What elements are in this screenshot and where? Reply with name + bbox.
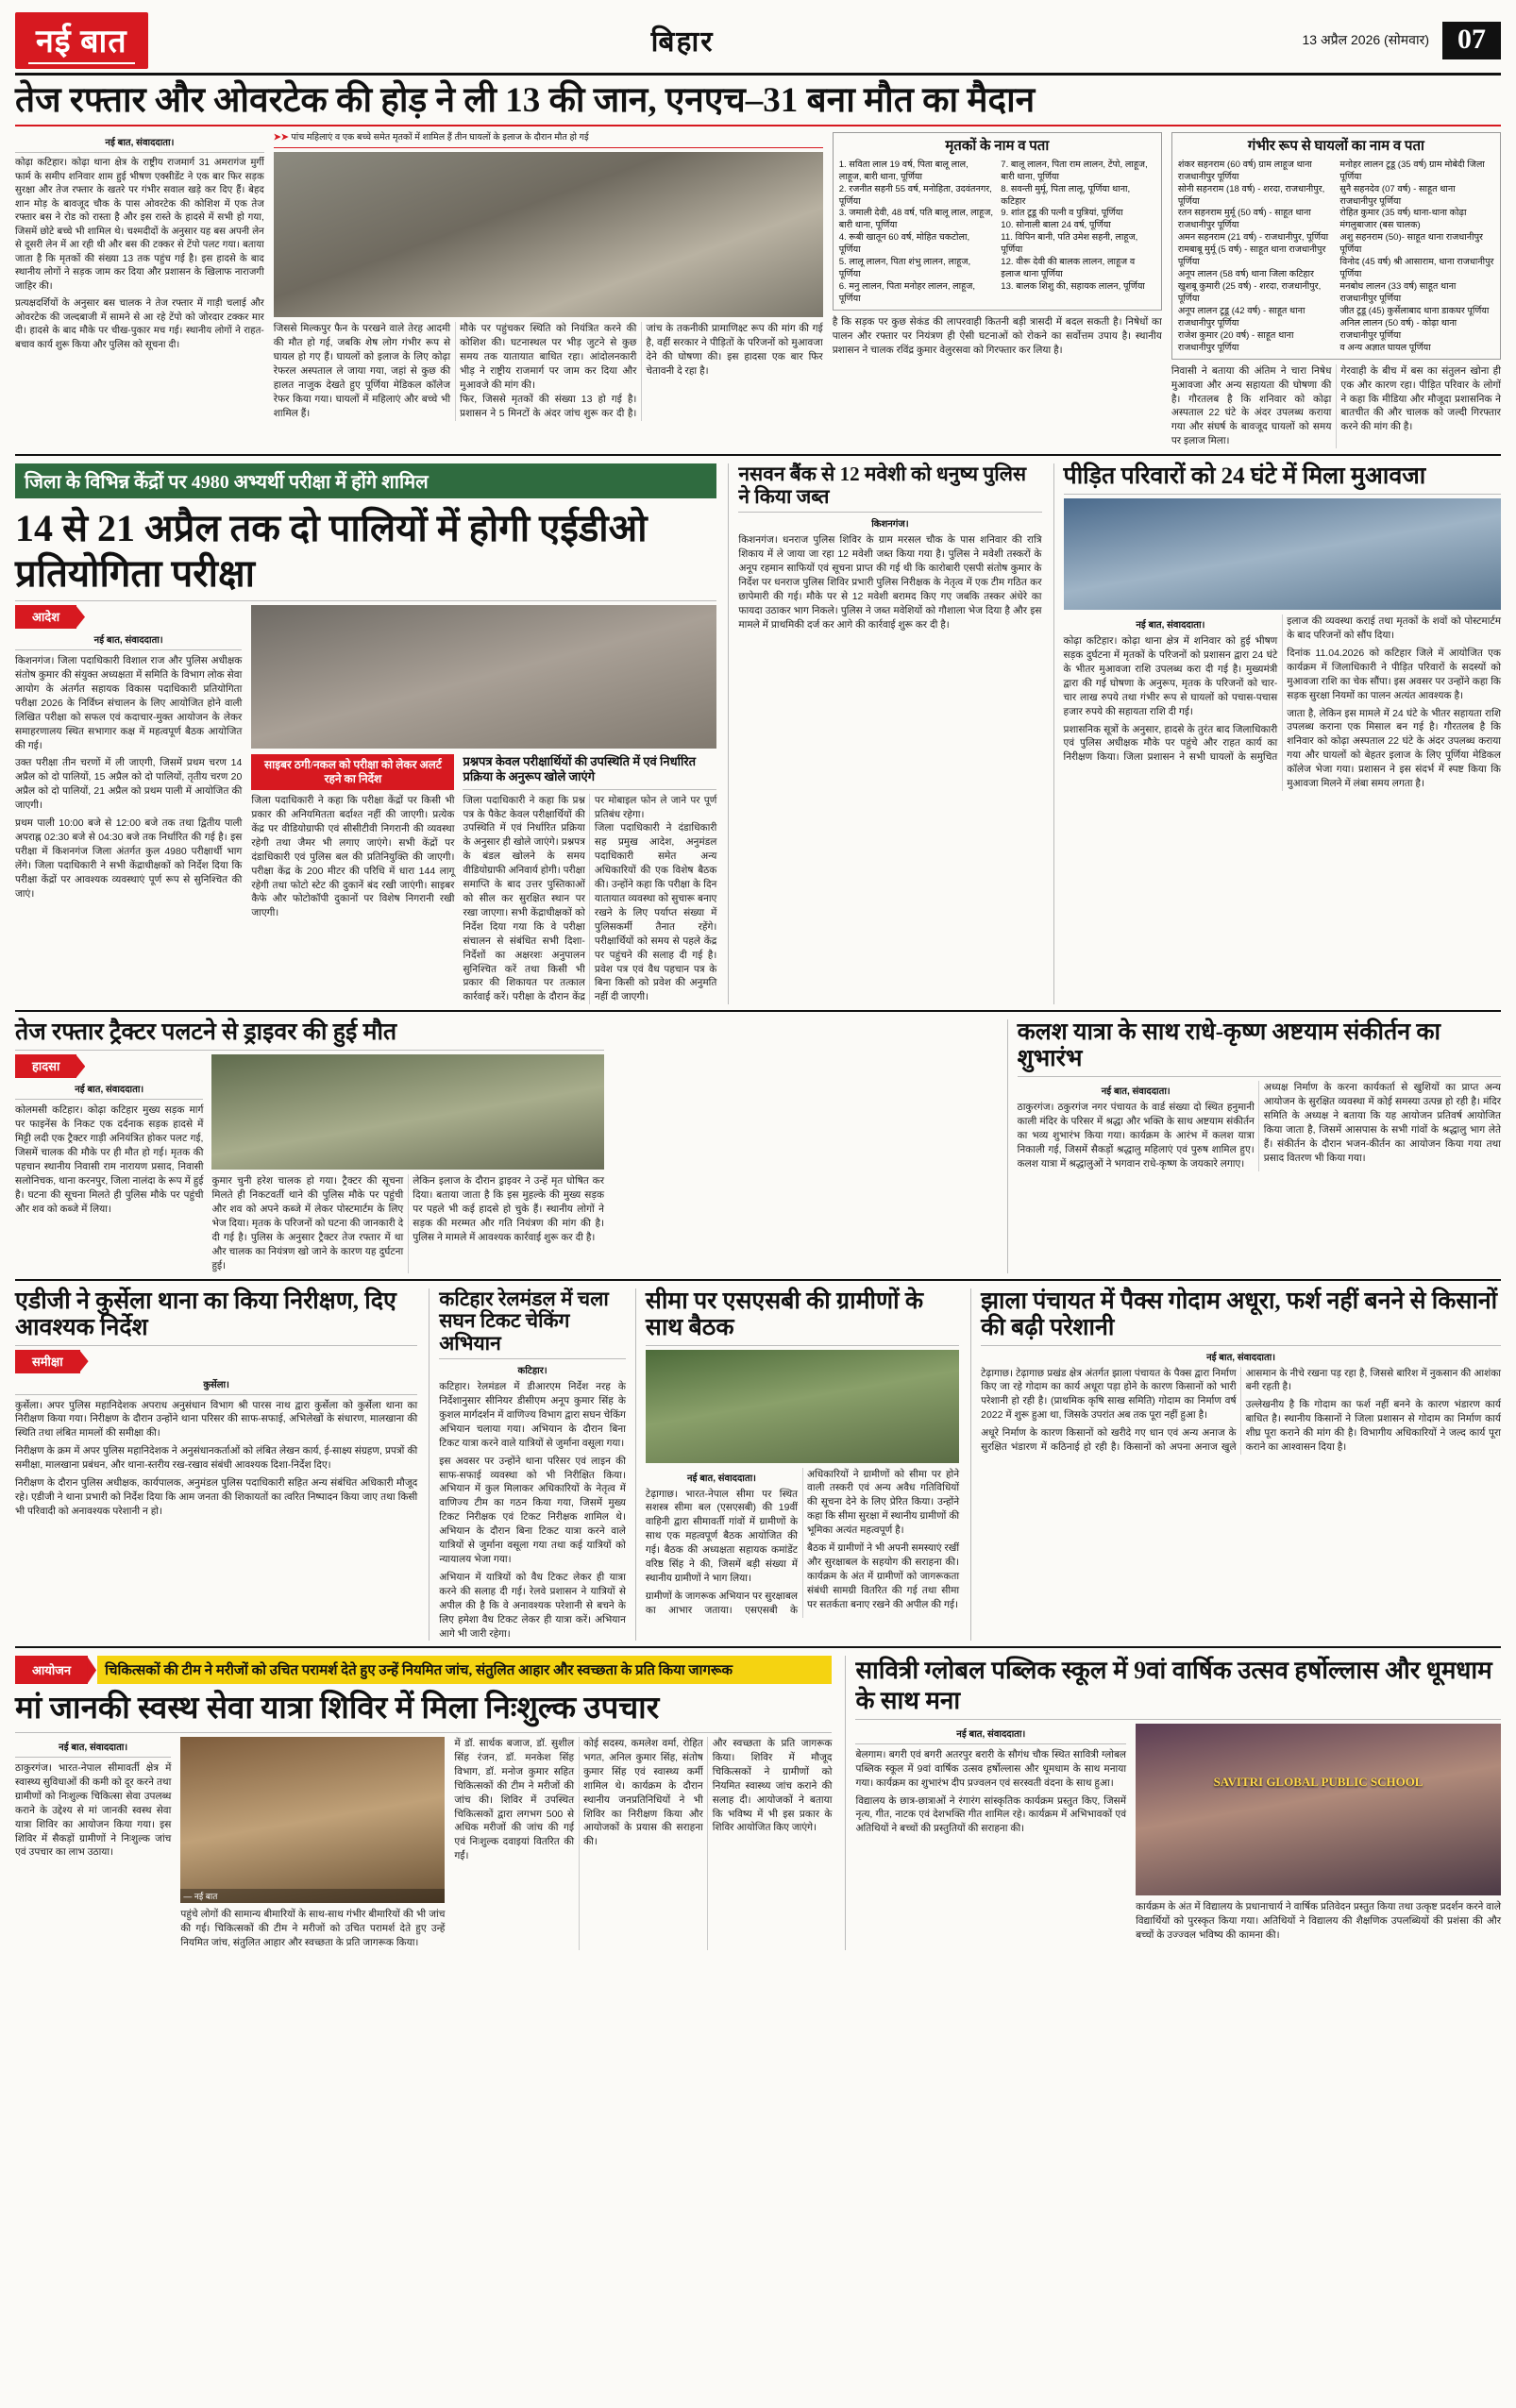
list-item: अशु सहनराम (50)- साहूत थाना राजधानीपुर पूर्णिया xyxy=(1339,232,1483,256)
camp-banner-row xyxy=(15,1656,832,1684)
injured-box xyxy=(1171,132,1501,359)
camp-body xyxy=(15,1737,832,1950)
lead-text-col-4: निवासी ने बताया की अंतिम ने चारा निषेध मुआवजा और अन्य सहायता की घोषणा की है। गौरतलब है कि शनिवार को कोढ़ा अस्पताल 22 घंटे के अंदर उपलब्ध कराया गया और संघर्ष के बावजूद घायलों को समय पर इलाज मिला। xyxy=(1171,364,1332,447)
tractor-upper xyxy=(15,1054,604,1272)
list-item: व अन्य अज्ञात घायल पूर्णिया xyxy=(1339,342,1431,353)
compensation-text-2: प्रशासनिक सूत्रों के अनुसार, हादसे के तुरंत बाद जिलाधिकारी एवं पुलिस अधीक्षक मौके पर पहुंचे और राहत कार्य का निरीक्षण किया। जिला प्रशासन ने सभी घायलों के समुचित इलाज की व्यवस्था कराई तथा मृतकों के शवों को पोस्टमार्टम के बाद परिजनों को सौंप दिया। xyxy=(1063,615,1501,764)
publication-date: 13 अप्रैल 2026 (सोमवार) xyxy=(1302,32,1429,47)
section-four xyxy=(15,1288,1501,1642)
victims-list xyxy=(839,160,1155,306)
exam-tag: आदेश xyxy=(15,605,76,629)
exam-text-3: प्रथम पाली 10:00 बजे से 12:00 बजे तक तथा द्वितीय पाली अपराह्न 02:30 बजे से 04:30 बजे तक निर्धारित की गई है। इस परीक्षा में किशनगंज जिला अंतर्गत कुल 4980 परीक्षार्थी भाग लेंगे। जिला पदाधिकारी ने सभी केंद्राधीक्षकों को निर्देश दिया कि परीक्षा केंद्रों पर आवश्यक व्यवस्थाएं पूर्ण रूप से सुनिश्चित की जाएं। xyxy=(15,817,243,900)
school-byline: नई बात, संवाददाता। xyxy=(956,1728,1026,1740)
compensation-headline: पीड़ित परिवारों को 24 घंटे में मिला मुआवजा xyxy=(1063,463,1426,490)
section-five xyxy=(15,1656,1501,1949)
lead-bullet-note xyxy=(274,132,823,148)
camp-story xyxy=(15,1656,832,1949)
railway-ssb-grid xyxy=(439,1288,959,1642)
tractor-text-1: कोलमसी कटिहार। कोढ़ा कटिहार मुख्य सड़क मार्ग पर फाइनेंस के निकट एक दर्दनाक सड़क हादसे में मिट्टी लदी एक ट्रैक्टर गाड़ी अनियंत्रित होकर पलट गई, जिसमें चालक की मौके पर ही मौत हो गई। मृतक की पहचान स्थानीय निवासी राम नारायण प्रसाद, निवासी सलोनिचक, थाना करनपुर, जिला नालंदा के रूप में हुई है। घटना की सूचना मिलते ही पुलिस मौके पर पहुंची और शव को कब्जे में लिया। xyxy=(15,1104,204,1215)
ssb-text-1: टेढ़ागाछ। भारत-नेपाल सीमा पर स्थित सशस्त्र सीमा बल (एसएसबी) की 19वीं वाहिनी द्वारा सीमावर्ती गांवों में ग्रामीणों के साथ एक महत्वपूर्ण बैठक आयोजित की गई। बैठक की अध्यक्षता सहायक कमांडेंट वरिष्ठ सिंह ने की, जिसमें बड़ी संख्या में स्थानीय ग्रामीणों ने भाग लिया। xyxy=(645,1488,799,1584)
ssb-byline: नई बात, संवाददाता। xyxy=(686,1473,756,1484)
radha-story xyxy=(1007,1019,1501,1272)
list-item: 12. वीरू देवी की बालक लालन, लाहूज व इलाज थाना पूर्णिया xyxy=(1001,257,1136,280)
radha-byline: नई बात, संवाददाता। xyxy=(1101,1086,1171,1098)
list-item: मनोहर लालन टूडू (35 वर्ष) ग्राम मोबेदी जिला पूर्णिया xyxy=(1339,159,1485,182)
exam-headline: 14 से 21 अप्रैल तक दो पालियों में होगी एईडीओ प्रतियोगिता परीक्षा xyxy=(15,507,648,596)
godown-story xyxy=(970,1288,1501,1642)
school-text-3: कार्यक्रम के अंत में विद्यालय के प्रधानाचार्य ने वार्षिक प्रतिवेदन प्रस्तुत किया तथा उत्कृष्ट प्रदर्शन करने वाले विद्यार्थियों को पुरस्कृत किया गया। अतिथियों ने विद्यालय की शैक्षणिक उपलब्धियों की प्रशंसा की और बच्चों के उज्ज्वल भविष्य की कामना की। xyxy=(1136,1900,1501,1941)
tractor-right xyxy=(211,1054,604,1272)
list-item: 6. मनु लालन, पिता मनोहर लालन, लाहूज, पूर्णिया xyxy=(838,281,976,304)
godown-headline: झाला पंचायत में पैक्स गोदाम अधूरा, फर्श नहीं बनने से किसानों की बढ़ी परेशानी xyxy=(981,1288,1498,1340)
compensation-photo xyxy=(1064,498,1502,610)
exam-boxes xyxy=(251,754,716,1004)
section-exam xyxy=(15,463,1501,1004)
exam-box-2-text: जिला पदाधिकारी ने कहा कि प्रश्न पत्र के पैकेट केवल परीक्षार्थियों की उपस्थिति में एवं निर्धारित प्रक्रिया के अनुसार ही खोले जाएंगे। प्रश्नपत्र के बंडल खोलने के समय वीडियोग्राफी अनिवार्य होगी। परीक्षा समाप्ति के बाद उत्तर पुस्तिकाओं को सील कर सुरक्षित स्थान पर रखा जाएगा। सभी केंद्राधीक्षकों को निर्देश दिया गया कि वे परीक्षा संचालन से संबंधित सभी दिशा-निर्देशों का अक्षरशः अनुपालन सुनिश्चित करें तथा किसी भी प्रकार की शिकायत पर तत्काल कार्रवाई करें। परीक्षा के दौरान केंद्र पर मोबाइल फोन ले जाने पर पूर्ण प्रतिबंध रहेगा। xyxy=(463,794,717,1003)
radha-cols xyxy=(1018,1081,1501,1171)
camp-text-2: पहुंचे लोगों की सामान्य बीमारियों के साथ-साथ गंभीर बीमारियों की भी जांच की गई। चिकित्सकों की टीम ने मरीजों को उचित परामर्श देते हुए उन्हें नियमित जांच, संतुलित आहार और स्वच्छता के प्रति जागरूक किया। xyxy=(180,1909,446,1948)
school-headline: सावित्री ग्लोबल पब्लिक स्कूल में 9वां वार्षिक उत्सव हर्षोल्लास और धूमधाम के साथ मना xyxy=(855,1657,1492,1714)
railway-ssb-wrap xyxy=(429,1288,959,1642)
school-photo xyxy=(1136,1724,1501,1895)
adg-byline: कुर्सेला। xyxy=(203,1379,229,1390)
exam-box-2-title: प्रश्नपत्र केवल परीक्षार्थियों की उपस्थिति में एवं निर्धारित प्रक्रिया के अनुरूप खोले जाएंगे xyxy=(463,754,697,784)
lead-text-3: प्रत्यक्षदर्शियों के अनुसार बस चालक ने तेज रफ्तार में गाड़ी चलाई और ओवरटेक की जल्दबाजी में सामने से आ रहे टेंपो को जोरदार टक्कर मार दी। हादसे के बाद मौके पर चीख-पुकार मच गई। स्थानीय लोगों ने राहत-बचाव कार्य शुरू किया और पुलिस को सूचना दी। xyxy=(15,298,264,350)
railway-text-1: कटिहार। रेलमंडल में डीआरएम निर्देश नरह के निर्देशानुसार सीनियर डीसीएम अनूप कुमार सिंह के कुशल मार्गदर्शन में वाणिज्य विभाग द्वारा सघन चेकिंग अभियान चलाया गया। अभियान के दौरान बिना टिकट यात्रा करने वाले यात्रियों से जुर्माना वसूला गया। xyxy=(439,1381,626,1449)
list-item: 13. बालक शिशु की, सहायक लालन, पूर्णिया xyxy=(1001,281,1145,293)
lead-story xyxy=(15,81,1501,448)
compensation-cols xyxy=(1064,615,1502,791)
bank-headline: नसवन बैंक से 12 मवेशी को धनुष्य पुलिस ने किया जब्त xyxy=(738,463,1027,508)
list-item: रतन सहनराम मुर्मू (50 वर्ष) - साहूत थाना राजधानीपुर पूर्णिया xyxy=(1177,208,1311,231)
compensation-text-1: कोढ़ा कटिहार। कोढ़ा थाना क्षेत्र में शनिवार को हुई भीषण सड़क दुर्घटना में मृतकों के परिजनों को प्रशासन द्वारा 24 घंटे के भीतर मुआवजा राशि उपलब्ध करा दी गई है। मुख्यमंत्री द्वारा की गई घोषणा के अनुरूप, मृतक के परिजनों को चार-चार लाख रुपये तथा गंभीर रूप से घायलों को पचास-पचास हजार रुपये की सहायता राशि दी गई। xyxy=(1063,635,1278,717)
compensation-text-3: दिनांक 11.04.2026 को कटिहार जिले में आयोजित एक कार्यक्रम में जिलाधिकारी ने पीड़ित परिवारों के सदस्यों को मुआवजा राशि का चेक सौंपा। इस अवसर पर उन्होंने कहा कि सड़क सुरक्षा नियमों का पालन अत्यंत आवश्यक है। xyxy=(1287,647,1501,701)
adg-story xyxy=(15,1288,417,1642)
list-item: 3. जमाली देवी, 48 वर्ष, पति बालू लाल, लाहूज, बारी थाना, पूर्णिया xyxy=(838,208,994,231)
godown-text-1: टेढ़ागाछ। टेढ़ागाछ प्रखंड क्षेत्र अंतर्गत झाला पंचायत के पैक्स द्वारा निर्माण किए जा रहे गोदाम का कार्य अधूरा पड़ा होने के कारण किसानों को भारी परेशानी हो रही है। (प्राथमिक कृषि साख समिति) गोदाम का निर्माण वर्ष 2022 में शुरू हुआ था, जिसके उपरांत अब तक पूरा नहीं हुआ है। xyxy=(981,1367,1237,1422)
edition-name: बिहार xyxy=(650,26,715,58)
ssb-photo xyxy=(646,1350,959,1463)
list-item: अनूप लालन टूडू (42 वर्ष) - साहूत थाना राजधानीपुर पूर्णिया xyxy=(1177,305,1305,328)
list-item: जीत टूडू (45) कुर्सेलाबाद थाना डाकघर पूर्णिया xyxy=(1339,305,1490,316)
exam-box-1 xyxy=(251,754,454,1004)
lead-headline: तेज रफ्तार और ओवरटेक की होड़ ने ली 13 की जान, एनएच–31 बना मौत का मैदान xyxy=(15,81,1036,120)
adg-tag: समीक्षा xyxy=(15,1350,80,1373)
adg-text-3: निरीक्षण के दौरान पुलिस अधीक्षक, कार्यपालक, अनुमंडल पुलिस पदाधिकारी सहित अन्य संबंधित अधिकारी मौजूद रहे। एडीजी ने थाना प्रभारी को निर्देश दिया कि आम जनता की शिकायतों का त्वरित निष्पादन किया जाए तथा किसी भी परिवादी को अनावश्यक परेशानी न हो। xyxy=(15,1477,418,1517)
camp-tag: आयोजन xyxy=(15,1656,88,1684)
school-text-2: विद्यालय के छात्र-छात्राओं ने रंगारंग सांस्कृतिक कार्यक्रम प्रस्तुत किए, जिसमें नृत्य, गीत, नाटक एवं देशभक्ति गीत शामिल रहे। कार्यक्रम में अभिभावकों एवं अतिथियों ने बच्चों की प्रस्तुतियों की सराहना की। xyxy=(855,1794,1127,1835)
school-text-1: बेलगाम। बगरी एवं बगरी अतरपुर बरारी के सौगंध चौक स्थित सावित्री ग्लोबल पब्लिक स्कूल में 9वां वार्षिक उत्सव हर्षोल्लास और धूमधाम के साथ मनाया गया। कार्यक्रम का शुभारंभ दीप प्रज्वलन एवं सरस्वती वंदना के साथ हुआ। xyxy=(855,1748,1127,1789)
list-item: रोहित कुमार (35 वर्ष) थाना-थाना कोढ़ा मंगलुबाजार (बस चालक) xyxy=(1339,208,1467,231)
ssb-story xyxy=(635,1288,959,1642)
list-item: सुनै सहनदेव (07 वर्ष) - साहूत थाना राजधानीपुर पूर्णिया xyxy=(1339,183,1456,207)
camp-text-1: ठाकुरगंज। भारत-नेपाल सीमावर्ती क्षेत्र में स्वास्थ्य सुविधाओं की कमी को दूर करने तथा ग्रामीणों को निःशुल्क चिकित्सा सेवा उपलब्ध कराने के उद्देश्य से मां जानकी स्वस्थ सेवा यात्रा शिविर का आयोजन किया गया। इस शिविर में सैकड़ों ग्रामीणों ने निःशुल्क जांच एवं उपचार का लाभ उठाया। xyxy=(15,1762,172,1859)
exam-box-2 xyxy=(463,754,716,1004)
lead-col-3 xyxy=(833,132,1162,448)
adg-headline: एडीजी ने कुर्सेला थाना का किया निरीक्षण, दिए आवश्यक निर्देश xyxy=(15,1288,396,1340)
radha-text-2: अध्यक्ष निर्माण के करना कार्यकर्ता से खुशियों का प्राप्त अन्य आयोजन के सुरक्षित व्यवस्था में कोई समस्या उत्पन्न हो रही है। मंदिर समिति के अध्यक्ष ने बताया कि यह आयोजन प्रतिवर्ष आयोजित किया जाता है, जिसमें आसपास के सभी गांवों के श्रद्धालु भाग लेते हैं। संकीर्तन के दौरान भजन-कीर्तन का आयोजन किया गया तथा प्रसाद वितरण भी किया गया। xyxy=(1263,1082,1501,1164)
radha-headline: कलश यात्रा के साथ राधे-कृष्ण अष्टयाम संकीर्तन का शुभारंभ xyxy=(1017,1019,1441,1072)
railway-headline: कटिहार रेलमंडल में चला सघन टिकट चेकिंग अभियान xyxy=(439,1287,609,1355)
tractor-text-2: कुमार चुनी हरेश चालक हो गया। ट्रैक्टर की सूचना मिलते ही निकटवर्ती थाने की पुलिस मौके पर पहुंची और शव को अपने कब्जे में लेकर पोस्टमार्टम के लिए भेज दिया। मृतक के परिजनों को घटना की जानकारी दे दी गई है। पुलिस के अनुसार ट्रैक्टर तेज रफ्तार में था और चालक का नियंत्रण खो जाने के कारण यह दुर्घटना हुई। xyxy=(211,1175,404,1271)
exam-photo xyxy=(251,605,716,749)
list-item: अमन सहनराम (21 वर्ष) - राजधानीपुर, पूर्णिया xyxy=(1177,232,1329,244)
tractor-tag: हादसा xyxy=(15,1054,76,1078)
page-number: 07 xyxy=(1442,22,1501,59)
exam-byline: नई बात, संवाददाता। xyxy=(93,635,163,647)
adg-text-1: कुर्सेला। अपर पुलिस महानिदेशक अपराध अनुसंधान विभाग श्री पारस नाथ द्वारा कुर्सेला को कुर्सेला थाना का निरीक्षण किया गया। निरीक्षण के दौरान उन्होंने थाना परिसर की साफ-सफाई, अभिलेखों के संधारण, मालखाना की स्थिति तथा लंबित मामलों की समीक्षा की। xyxy=(15,1399,418,1440)
lead-text-col-1: मौके पर पहुंचकर स्थिति को नियंत्रित करने की कोशिश की। घटनास्थल पर भीड़ जुटने से कुछ समय तक यातायात बाधित रहा। आंदोलनकारी भीड़ ने राष्ट्रीय राजमार्ग पर जाम कर दिया और मुआवजे की मांग की। xyxy=(460,323,637,391)
bank-text: किशनगंज। धनराज पुलिस शिविर के ग्राम मरसल चौक के पास शनिवार की रात्रि शिकाय में ले जाया जा रहा 12 मवेशी जब्त किया गया है। पुलिस ने मवेशी तस्करों के अनूप रहमान साफियों एवं सूचना प्राप्त की गई थी कि कारोबारी एसपी संतोष कुमार के निर्देश पर धनराज पुलिस शिविर प्रभारी पुलिस निरीक्षक के नेतृत्व में एक टीम गठित कर छापेमारी की गई। मौके पर से 12 मवेशी बरामद किए गए जबकि तस्कर अंधेरे का फायदा उठाकर भाग निकले। पुलिस ने जब्त मवेशियों को गौशाला भेज दिया है और इस मामले में प्राथमिकी दर्ज कर आगे की कार्रवाई शुरू कर दी है। xyxy=(738,534,1042,631)
lead-text-col-3: है कि सड़क पर कुछ सेकंड की लापरवाही कितनी बड़ी त्रासदी में बदल सकती है। निषेधों का पालन और रफ्तार पर नियंत्रण ही ऐसी घटनाओं को रोकने का सर्वोत्तम उपाय है। स्थानीय प्रशासन ने चालक रविंद्र कुमार वेलुरसवा को गिरफ्तार कर लिया है। xyxy=(832,315,1162,356)
exam-right xyxy=(251,605,716,1004)
exam-story xyxy=(15,463,716,1004)
list-item: सोनी सहनराम (18 वर्ष) - शरदा, राजधानीपुर, पूर्णिया xyxy=(1177,183,1325,207)
lead-text-2: जिससे मिल्कपुर फैन के परखने वाले तेरह आदमी की मौत हो गई, जबकि शेष लोग गंभीर रूप से घायल हो गए हैं। घायलों को इलाज के लिए कोढ़ा रेफरल अस्पताल ले जाया गया, जहां से कुछ की हालत नाजुक देखते हुए पूर्णिया मेडिकल कॉलेज रेफर किया गया। घायलों में महिलाएं और बच्चे भी शामिल हैं। xyxy=(273,323,451,419)
camp-text-3: में डॉ. सार्थक बजाज, डॉ. सुशील सिंह रंजन, डॉ. मनकेश सिंह विभाग, डॉ. मनोज कुमार सहित चिकित्सकों की टीम ने मरीजों की जांच की। शिविर में उपस्थित चिकित्सकों द्वारा लगभग 500 से अधिक मरीजों की जांच की गई एवं निःशुल्क दवाइयां वितरित की गईं। xyxy=(454,1738,575,1862)
godown-cols xyxy=(981,1367,1501,1455)
list-item: खुशबू कुमारी (25 वर्ष) - शरदा, राजधानीपुर, पूर्णिया xyxy=(1177,281,1322,304)
list-item: मनबोध लालन (33 वर्ष) साहूत थाना राजधानीपुर पूर्णिया xyxy=(1339,281,1457,304)
newspaper-logo: नई बात xyxy=(15,12,148,69)
bank-story xyxy=(728,463,1041,1004)
exam-box-1-text: जिला पदाधिकारी ने कहा कि परीक्षा केंद्रों पर किसी भी प्रकार की अनियमितता बर्दाश्त नहीं की जाएगी। प्रत्येक केंद्र पर वीडियोग्राफी एवं सीसीटीवी निगरानी की व्यवस्था रहेगी तथा जैमर भी लगाए जाएंगे। सभी केंद्रों पर दंडाधिकारी एवं पुलिस बल की प्रतिनियुक्ति की जाएगी। परीक्षा केंद्र के 200 मीटर की परिधि में धारा 144 लागू रहेगी तथा फोटो स्टेट की दुकानें बंद रखी जाएंगी। साइबर कैफे और फोटोकॉपी दुकानों पर विशेष निगरानी रखी जाएगी। xyxy=(251,795,455,919)
compensation-story xyxy=(1053,463,1502,1004)
lead-col-2 xyxy=(274,132,823,448)
bank-byline: किशनगंज। xyxy=(871,519,909,530)
ssb-text-2: ग्रामीणों के जागरूक अभियान पर सुरक्षाबल का आभार जताया। एसएसबी के अधिकारियों ने ग्रामीणों को सीमा पर होने वाली तस्करी एवं अन्य अवैध गतिविधियों की सूचना देने के लिए प्रेरित किया। उन्होंने कहा कि सीमा सुरक्षा में स्थानीय ग्रामीणों की भूमिका अत्यंत महत्वपूर्ण है। xyxy=(645,1468,960,1616)
camp-byline: नई बात, संवाददाता। xyxy=(59,1743,128,1754)
list-item: अनिल लालन (50 वर्ष) - कोढ़ा थाना राजधानीपुर पूर्णिया xyxy=(1339,317,1457,341)
masthead xyxy=(15,13,1501,76)
lead-photo-columns xyxy=(274,322,823,420)
exam-left xyxy=(15,605,242,1004)
lead-photo xyxy=(274,152,823,317)
exam-text-2: उक्त परीक्षा तीन चरणों में ली जाएगी, जिसमें प्रथम चरण 14 अप्रैल को दो पालियों, 15 अप्रैल को दो पालियों, तृतीय चरण 20 अप्रैल को दो पालियों, 21 अप्रैल को प्रथम पाली में आयोजित की जाएगी। xyxy=(15,757,243,812)
lead-col-1 xyxy=(15,132,264,448)
list-item: राजेश कुमार (20 वर्ष) - साहूत थाना राजधानीपुर पूर्णिया xyxy=(1177,329,1294,353)
spacer-col xyxy=(615,1019,996,1272)
school-col-2 xyxy=(1136,1724,1501,1943)
camp-text-5: कोई सदस्य, कमलेश वर्मा, रोहित भगत, अनिल कुमार सिंह, संतोष कुमार सिंह एवं स्वास्थ्य कर्मी शामिल थे। कार्यक्रम के दौरान स्थानीय जनप्रतिनिधियों ने भी शिविर का निरीक्षण किया और आयोजकों के प्रयास की सराहना की। xyxy=(583,1738,703,1848)
lead-text-col-5: गेरवाही के बीच में बस का संतुलन खोना ही एक और कारण रहा। पीड़ित परिवार के लोगों ने कहा कि मीडिया और मौजूदा प्रशासनिक ने बातचीत की और चालक को जल्दी गिरफ्तार करने की मांग की है। xyxy=(1340,364,1501,433)
railway-text-2: इस अवसर पर उन्होंने थाना परिसर एवं लाइन की साफ-सफाई व्यवस्था को भी निरीक्षित किया। अभियान में कुल मिलाकर अधिकारियों के नेतृत्व में वाणिज्य टीम का गठन किया गया, जिसमें मुख्य टिकट निरीक्षक एवं टिकट निरीक्षक शामिल थे। अभियान के दौरान बिना टिकट यात्रा करने वाले यात्रियों से जुर्माना वसूला गया तथा कई यात्रियों को न्यायालय भेजा गया। xyxy=(439,1455,626,1565)
tractor-headline: तेज रफ्तार ट्रैक्टर पलटने से ड्राइवर की हुई मौत xyxy=(15,1019,397,1046)
list-item: 4. रूबी खातून 60 वर्ष, मोहित चकटोला, पूर्णिया xyxy=(838,232,970,256)
tractor-cols xyxy=(211,1174,604,1272)
school-story xyxy=(845,1656,1501,1949)
masthead-right xyxy=(1303,22,1501,59)
exam-text-1: किशनगंज। जिला पदाधिकारी विशाल राज और पुलिस अधीक्षक संतोष कुमार की संयुक्त अध्यक्षता में समिति के विभाग लोक सेवा आयोग के अंतर्गत सहायक विकास पदाधिकारी प्रतियोगिता परीक्षा 2026 के निर्विघ्न संचालन के लिए आयोजित होने वाली लिखित परीक्षा को सफल एवं कदाचार-मुक्त आयोजन के लेकर समाहरणालय स्थित सभागार कक्ष में महत्वपूर्ण बैठक आयोजित की गई। xyxy=(15,655,243,751)
list-item: 9. शांत टूडू की पत्नी व पुत्रियां, पूर्णिया xyxy=(1001,208,1123,219)
ssb-text-3: बैठक में ग्रामीणों ने भी अपनी समस्याएं रखीं और सुरक्षाबल के सहयोग की सराहना की। कार्यक्रम के अंत में ग्रामीणों को जागरूकता संबंधी सामग्री वितरित की गई तथा सीमा पर सतर्कता बनाए रखने की अपील की गई। xyxy=(807,1542,960,1610)
victims-box xyxy=(833,132,1162,311)
lead-note-text: पांच महिलाएं व एक बच्चे समेत मृतकों में शामिल हैं तीन घायलों के इलाज के दौरान मौत हो गई xyxy=(291,132,589,143)
camp-col-3 xyxy=(454,1737,832,1950)
injured-box-title: गंभीर रूप से घायलों का नाम व पता xyxy=(1247,139,1424,155)
list-item: विनोद (45 वर्ष) श्री आसाराम, थाना राजधानीपुर पूर्णिया xyxy=(1339,257,1494,280)
exam-kicker: जिला के विभिन्न केंद्रों पर 4980 अभ्यर्थी परीक्षा में होंगे शामिल xyxy=(15,463,716,498)
compensation-byline: नई बात, संवाददाता। xyxy=(1136,620,1205,631)
tractor-left xyxy=(15,1054,203,1272)
camp-col-1 xyxy=(15,1737,171,1950)
ssb-headline: सीमा पर एसएसबी की ग्रामीणों के साथ बैठक xyxy=(645,1288,924,1340)
lead-grid xyxy=(15,132,1501,448)
ssb-cols xyxy=(646,1468,959,1618)
list-item: 7. बालू लालन, पिता राम लालन, टेंपो, लाहूज, बारी थाना, पूर्णिया xyxy=(1001,159,1148,182)
list-item: 2. रजनीत सहनी 55 वर्ष, मनोहिता, उदवंतनगर, पूर्णिया xyxy=(838,183,992,207)
lead-tail-cols xyxy=(1171,364,1501,448)
school-banner-text: SAVITRI GLOBAL PUBLIC SCHOOL xyxy=(1213,1775,1423,1790)
lead-col-4 xyxy=(1171,132,1501,448)
railway-byline: कटिहार। xyxy=(517,1366,547,1377)
camp-photo-caption: — नई बात xyxy=(180,1889,445,1903)
list-item: 1. सविता लाल 19 वर्ष, पिता बालू लाल, लाहूज, बारी थाना, पूर्णिया xyxy=(838,159,969,182)
camp-text-4: और स्वच्छता के प्रति जागरूक किया। शिविर में मौजूद चिकित्सकों ने ग्रामीणों को नियमित स्वास्थ्य जांच कराने की सलाह दी। आयोजकों ने बताया कि भविष्य में भी इस प्रकार के शिविर आयोजित किए जाएंगे। xyxy=(712,1738,833,1834)
tractor-byline: नई बात, संवाददाता। xyxy=(75,1085,144,1096)
exam-box-1-title: साइबर ठगी/नकल को परीक्षा को लेकर अलर्ट रहने का निर्देश xyxy=(251,754,454,790)
tractor-photo xyxy=(211,1054,604,1170)
arrow-icon: ➤➤ xyxy=(273,132,289,143)
compensation-text-4: जाता है, लेकिन इस मामले में 24 घंटे के भीतर सहायता राशि उपलब्ध कराना एक मिसाल बन गई है। गौरतलब है कि शनिवार को कोढ़ा अस्पताल 22 घंटे के अंदर उपलब्ध कराया गया और घायलों को बेहतर इलाज के लिए पूर्णिया मेडिकल कॉलेज भेजा गया। प्रशासन ने इस संदर्भ में स्पष्ट किया कि मुआवजा मिलने में लंबा समय लगता है। xyxy=(1287,707,1501,790)
camp-photo xyxy=(180,1737,445,1903)
godown-byline: नई बात, संवाददाता। xyxy=(1206,1352,1276,1363)
list-item: रामबाबू मुर्मू (5 वर्ष) - साहूत थाना राजधानीपुर पूर्णिया xyxy=(1177,244,1326,268)
victims-box-title: मृतकों के नाम व पता xyxy=(945,139,1050,155)
school-col-1 xyxy=(855,1724,1126,1943)
list-item: 10. सोनाली बाला 24 वर्ष, पूर्णिया xyxy=(1001,220,1111,231)
lead-byline: नई बात, संवाददाता। xyxy=(105,138,175,149)
camp-banner: चिकित्सकों की टीम ने मरीजों को उचित परामर्श देते हुए उन्हें नियमित जांच, संतुलित आहार और स्वच्छता के प्रति किया जागरूक xyxy=(97,1656,832,1684)
railway-story xyxy=(439,1288,626,1642)
radha-text-1: ठाकुरगंज। ठकुरगंज नगर पंचायत के वार्ड संख्या दो स्थित हनुमानी काली मंदिर के परिसर में श्रद्धा और भक्ति के साथ अष्टयाम संकीर्तन का भव्य शुभारंभ किया गया। कार्यक्रम के आरंभ में कलश यात्रा निकाली गई, जिसमें सैकड़ों श्रद्धालु महिलाएं एवं पुरुष शामिल हुए। कलश यात्रा में श्रद्धालुओं ने भगवान राधे-कृष्ण के जयकारे लगाए। xyxy=(1017,1102,1255,1170)
list-item: 8. सवन्ती मुर्मू, पिता लालू, पूर्णिया थाना, कटिहार xyxy=(1001,183,1131,207)
camp-headline: मां जानकी स्वस्थ सेवा यात्रा शिविर में मिला निःशुल्क उपचार xyxy=(15,1692,660,1726)
camp-col-2 xyxy=(180,1737,445,1950)
exam-upper xyxy=(15,605,716,1004)
godown-text-2: अधूरे निर्माण के कारण किसानों को खरीदे गए धान एवं अन्य अनाज के सुरक्षित भंडारण में कठिनाई हो रही है। किसानों को अपना अनाज खुले आसमान के नीचे रखना पड़ रहा है, जिससे बारिश में नुकसान की आशंका बनी रहती है। xyxy=(981,1367,1501,1454)
adg-text-2: निरीक्षण के क्रम में अपर पुलिस महानिदेशक ने अनुसंधानकर्ताओं को लंबित लेखन कार्य, ई-साक्ष्य संग्रहण, प्रपत्रों की समीक्षा, मालखाना प्रबंधन, और थाना-स्तरीय रख-रखाव संबंधी आवश्यक दिशा-निर्देश दिए। xyxy=(15,1445,418,1472)
section-tractor-radha xyxy=(15,1019,1501,1272)
list-item: 5. लालू लालन, पिता शंभु लालन, लाहूज, पूर्णिया xyxy=(838,257,971,280)
lead-text-col-2: फिर, जिससे मृतकों की संख्या 13 हो गई है। प्रशासन ने 5 मिनटों के अंदर जांच शुरू कर दी है। जांच के तकनीकी प्रामाणिक्ष्ट रूप की मांग की गई है, वहीं सरकार ने पीड़ितों के परिजनों को मुआवजा देने की घोषणा की। इस हादसा एक बार फिर चेतावनी दे रहा है। xyxy=(460,323,823,419)
injured-list xyxy=(1178,160,1494,355)
exam-box-2-cols xyxy=(463,794,716,1005)
exam-box-3-text: जिला पदाधिकारी ने दंडाधिकारी सह प्रमुख आदेश, अनुमंडल पदाधिकारी समेत अन्य अधिकारियों की एक विशेष बैठक की। उन्होंने कहा कि परीक्षा के दिन यातायात व्यवस्था को सुचारू बनाए रखने के लिए पर्याप्त संख्या में पुलिसकर्मी तैनात रहेंगे। परीक्षार्थियों को समय से पहले केंद्र पर पहुंचने की सलाह दी गई है। प्रवेश पत्र एवं वैध पहचान पत्र के बिना किसी को प्रवेश की अनुमति नहीं दी जाएगी। xyxy=(594,822,717,1003)
list-item: अनूप लालन (58 वर्ष) थाना जिला कटिहार xyxy=(1177,269,1314,280)
railway-text-3: अभियान में यात्रियों को वैध टिकट लेकर ही यात्रा करने की सलाह दी गई। रेलवे प्रशासन ने यात्रियों से अपील की है कि वे अनावश्यक परेशानी से बचने के लिए हमेशा वैध टिकट लेकर ही यात्रा करें। अभियान आगे भी जारी रहेगा। xyxy=(439,1571,626,1640)
tractor-text-3: लेकिन इलाज के दौरान ड्राइवर ने उन्हें मृत घोषित कर दिया। बताया जाता है कि इस मुहल्के की मुख्य सड़क पर पहले भी कई हादसे हो चुके हैं। स्थानीय लोगों ने सड़क की मरम्मत और गति नियंत्रण की मांग की है। पुलिस ने मामले में आवश्यक कार्रवाई शुरू कर दी है। xyxy=(413,1175,605,1243)
godown-text-3: उल्लेखनीय है कि गोदाम का फर्श नहीं बनने के कारण भंडारण कार्य बाधित है। स्थानीय किसानों ने जिला प्रशासन से गोदाम का निर्माण कार्य शीघ्र पूरा कराने की मांग की है। विभागीय अधिकारियों ने जल्द कार्य पूरा कराने का आश्वासन दिया है। xyxy=(1245,1399,1501,1454)
school-body xyxy=(855,1724,1501,1943)
list-item: शंकर सहनराम (60 वर्ष) ग्राम लाहूज थाना राजधानीपुर पूर्णिया xyxy=(1177,159,1312,182)
tractor-story xyxy=(15,1019,604,1272)
lead-text-1: कोढ़ा कटिहार। कोढ़ा थाना क्षेत्र के राष्ट्रीय राजमार्ग 31 अमरागंज मुर्गी फार्म के समीप शनिवार शाम हुई भीषण एक्सीडेंट ने एक बार फिर सड़क सुरक्षा और तेज रफ्तार के खतरे पर गंभीर सवाल खड़े कर दिए हैं। बेहद शान मोड़ के बावजूद चौक के पास ओवरटेक की कोशिश में एक तेज रफ्तार बस ने रोड को रास्ता है और इस रास्ते के हादसे में सभी हो गया, जिसमें छोटे बच्चे भी शामिल थे। चश्मदीदों के अनुसार यह बस अपनी लेन से दूसरी लेन में आ रही थी और बस की टक्कर से टेंपो पलट गया। बताया जाता है कि मृतकों की संख्या 13 तक पहुंच गई है। इस हादसे के बाद स्थानीय लोगों ने सड़क जाम कर दिया और प्रशासन के खिलाफ नाराजगी जाहिर की। xyxy=(15,158,264,292)
list-item: 11. विपिन बानी, पति उमेश सहनी, लाहूज, पूर्णिया xyxy=(1001,232,1138,256)
